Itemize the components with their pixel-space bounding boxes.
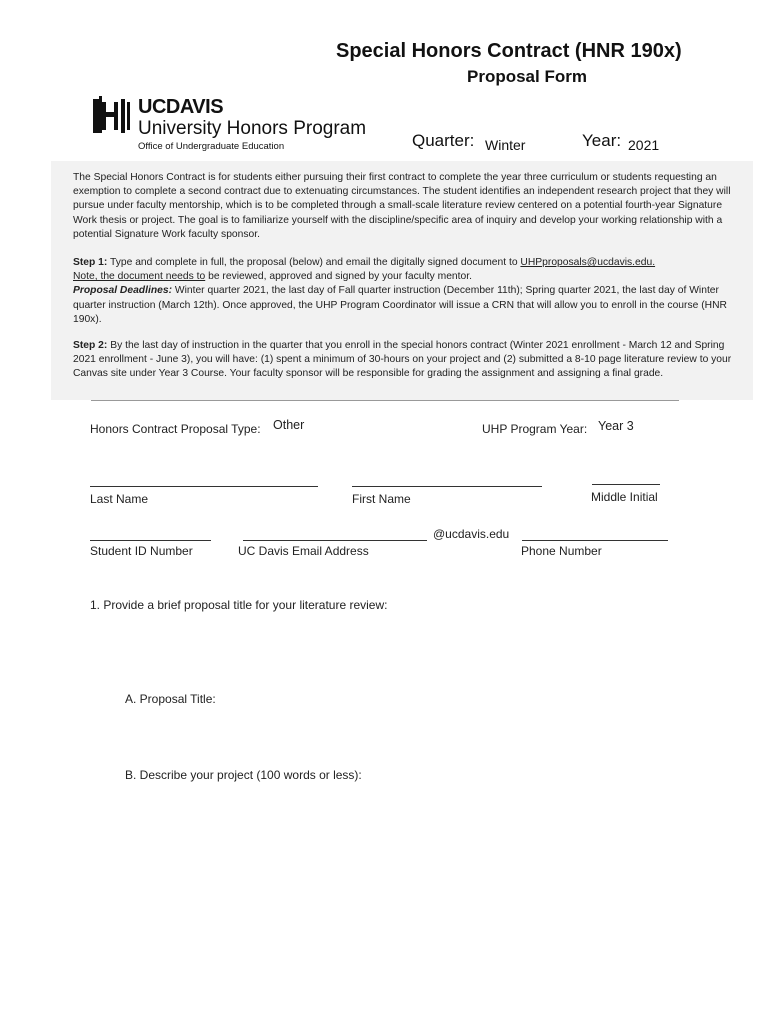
proposals-email-link[interactable]: UHPproposals@ucdavis.edu. — [520, 257, 656, 268]
logo-uc-davis — [138, 96, 223, 119]
question-1: 1. Provide a brief proposal title for your literature review: — [90, 598, 388, 612]
logo-program-name: University Honors Program — [138, 118, 367, 139]
phone-label: Phone Number — [521, 544, 602, 558]
instructions-box — [51, 161, 753, 400]
logo-davis-text: DAVIS — [165, 96, 224, 118]
ucdavis-logo — [92, 96, 392, 156]
step2-label: Step 2: — [73, 340, 108, 351]
step1-text: Type and complete in full, the proposal (below) and email the digitally signed document to — [107, 257, 521, 268]
step1-label: Step 1: — [73, 257, 108, 268]
email-label: UC Davis Email Address — [238, 544, 369, 558]
quarter-label: Quarter: — [412, 131, 475, 150]
intro-paragraph: The Special Honors Contract is for students either pursuing their first contract to complete the year three curriculum or students requesting an exemption to complete a second contract due to extenuating circumstances. The student identifies an independent research project that they will pursue under faculty mentorship, which is to be completed through a small-scale literature review centered on a potential fourth-year Signature Work thesis or project. The goal is to familiarize yourself with the discipline/specific area of inquiry and develop your working relationship with a potential Signature Work faculty sponsor. — [73, 172, 731, 240]
year-label: Year: — [582, 131, 622, 150]
last-name-label: Last Name — [90, 492, 149, 506]
step1-note-rest: be reviewed, approved and signed by your faculty mentor. — [205, 271, 472, 283]
first-name-field[interactable] — [352, 486, 542, 487]
logo-uc-text: UC — [138, 96, 166, 118]
page-title: Special Honors Contract (HNR 190x) — [336, 40, 682, 62]
quarter-field[interactable]: Winter — [485, 137, 526, 153]
middle-initial-label: Middle Initial — [591, 490, 658, 504]
email-domain-suffix: @ucdavis.edu — [433, 527, 510, 541]
step2-paragraph — [73, 339, 739, 382]
proposal-title-label: A. Proposal Title: — [125, 692, 216, 706]
program-year-field[interactable]: Year 3 — [598, 419, 634, 433]
proposal-type-field[interactable]: Other — [273, 418, 305, 432]
student-id-field[interactable] — [90, 540, 211, 541]
proposal-type-label: Honors Contract Proposal Type: — [90, 422, 261, 436]
step1-paragraph — [73, 256, 739, 327]
email-field[interactable] — [243, 540, 427, 541]
step1-note: Note, the document needs to — [73, 271, 206, 283]
middle-initial-field[interactable] — [592, 484, 660, 485]
program-year-label: UHP Program Year: — [482, 422, 588, 436]
deadlines-label: Proposal Deadlines: — [73, 285, 172, 297]
section-divider — [91, 400, 679, 401]
deadlines-text: Winter quarter 2021, the last day of Fall quarter instruction (December 11th); Spring quarter 2021, the last day of Winter quarter instruction (March 12th). Once approved, the UHP Program Coordinator will issue a CRN that will allow you to enroll in the course (HNR 190x). — [73, 285, 727, 325]
page-subtitle: Proposal Form — [467, 67, 587, 86]
phone-field[interactable] — [522, 540, 668, 541]
logo-office-name: Office of Undergraduate Education — [138, 141, 285, 152]
step2-text: By the last day of instruction in the quarter that you enroll in the special honors contract (Winter 2021 enrollment - March 12 and Spring 2021 enrollment - June 3), you will have: (1) spent a minimum of 30-hours on your project and (2) submitted a 8-10 page literature review to your Canvas site under Year 3 Course. Your faculty sponsor will be responsible for grading the assignment and assigning a final grade. — [73, 340, 732, 380]
honors-building-icon — [92, 96, 132, 136]
year-field[interactable]: 2021 — [628, 137, 660, 153]
project-description-label: B. Describe your project (100 words or less): — [125, 768, 362, 782]
first-name-label: First Name — [352, 492, 411, 506]
student-id-label: Student ID Number — [90, 544, 193, 558]
last-name-field[interactable] — [90, 486, 318, 487]
